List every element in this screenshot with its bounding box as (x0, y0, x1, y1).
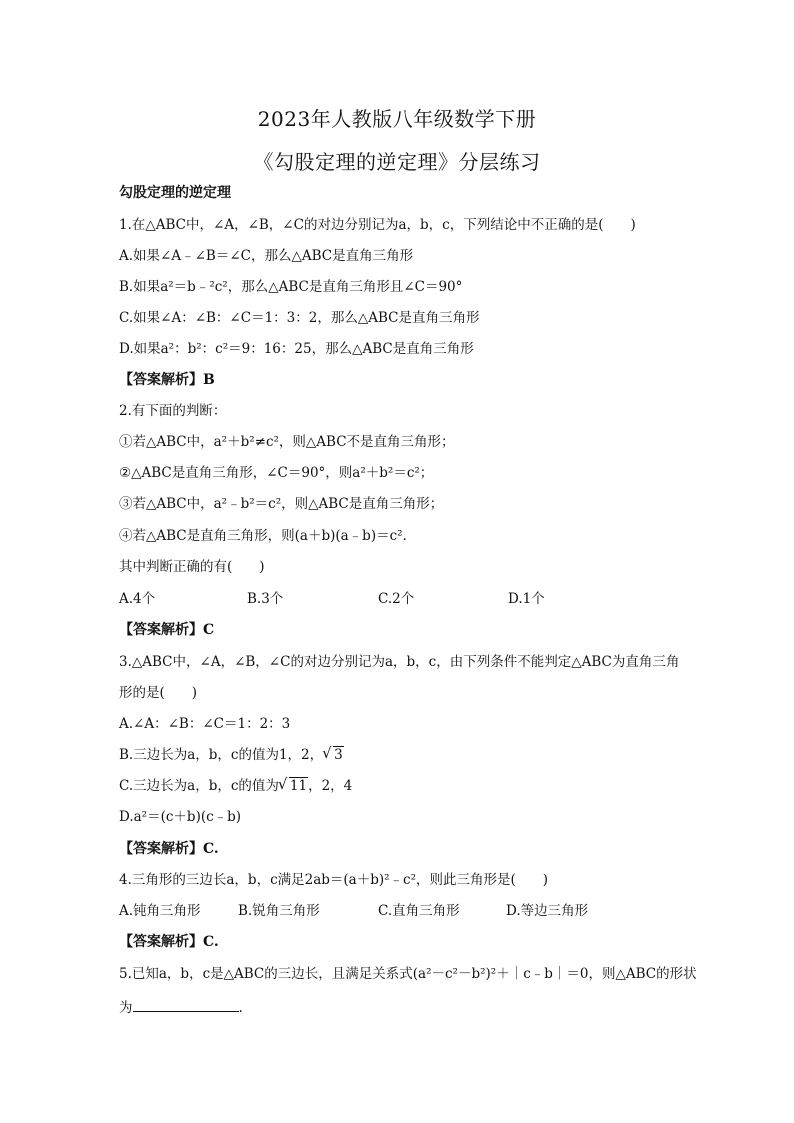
q3-option-c-tail: ，2，4 (308, 778, 353, 794)
q1-option-d: D.如果a²：b²：c²＝9：16：25，那么△ABC是直角三角形 (119, 341, 474, 357)
q4-stem: 4.三角形的三边长a，b，c满足2ab＝(a＋b)²﹣c²，则此三角形是( ) (119, 872, 549, 888)
q2-question: 其中判断正确的有( ) (119, 559, 265, 575)
q2-statement-4: ④若△ABC是直角三角形，则(a＋b)(a﹣b)＝c². (119, 528, 407, 544)
q3-answer: 【答案解析】C. (119, 841, 219, 857)
q5-stem-prefix: 为 (119, 1000, 133, 1016)
q2-option-d: D.1个 (508, 591, 545, 607)
q4-option-a: A.钝角三角形 (119, 903, 201, 919)
q3-option-a: A.∠A：∠B：∠C＝1：2：3 (119, 716, 291, 732)
q3-option-b (119, 746, 344, 764)
q3-option-c (119, 777, 352, 795)
q3-option-b-radicand: 3 (334, 747, 343, 763)
document-title: 2023年人教版八年级数学下册 (257, 107, 537, 131)
q3-option-c-text: C.三边长为a，b，c的值为 (119, 778, 279, 794)
q5-stem-line2 (119, 997, 243, 1017)
q2-answer: 【答案解析】C (119, 622, 215, 638)
q1-stem: 1.在△ABC中，∠A，∠B，∠C的对边分别记为a，b，c，下列结论中不正确的是( ) (119, 217, 636, 233)
answer-blank (133, 997, 239, 1012)
q5-stem-suffix: . (238, 1000, 243, 1016)
q4-option-d: D.等边三角形 (506, 903, 589, 919)
q5-stem-line1: 5.已知a，b，c是△ABC的三边长，且满足关系式(a²－c²－b²)²＋｜c﹣b｜＝0，则△ABC的形状 (119, 966, 697, 982)
q2-stem: 2.有下面的判断： (119, 403, 227, 419)
q2-statement-3: ③若△ABC中，a²﹣b²＝c²，则△ABC是直角三角形； (119, 496, 444, 512)
q3-option-c-radicand: 11 (289, 778, 308, 794)
q4-option-c: C.直角三角形 (378, 903, 460, 919)
q4-option-b: B.锐角三角形 (238, 903, 320, 919)
q2-option-a: A.4个 (119, 591, 156, 607)
q2-statement-1: ①若△ABC中，a²＋b²≠c²，则△ABC不是直角三角形； (119, 434, 455, 450)
sqrt-symbol (279, 777, 308, 795)
q2-option-b: B.3个 (247, 591, 284, 607)
document-subtitle: 《勾股定理的逆定理》分层练习 (253, 150, 541, 174)
q4-answer: 【答案解析】C. (119, 934, 219, 950)
q1-option-a: A.如果∠A﹣∠B＝∠C，那么△ABC是直角三角形 (119, 248, 414, 264)
sqrt-symbol (323, 746, 344, 764)
q3-stem-line1: 3.△ABC中，∠A，∠B，∠C的对边分别记为a，b，c，由下列条件不能判定△ABC为直角三角 (119, 654, 680, 670)
section-heading: 勾股定理的逆定理 (119, 185, 231, 201)
q3-stem-line2: 形的是( ) (119, 685, 198, 701)
q3-option-b-text: B.三边长为a，b，c的值为1，2， (119, 747, 324, 763)
q2-statement-2: ②△ABC是直角三角形，∠C＝90°，则a²＋b²＝c²； (119, 465, 434, 481)
q1-answer: 【答案解析】B (119, 372, 215, 388)
q2-option-c: C.2个 (378, 591, 415, 607)
q3-option-d: D.a²＝(c＋b)(c﹣b) (119, 809, 242, 825)
q1-option-c: C.如果∠A：∠B：∠C＝1：3：2，那么△ABC是直角三角形 (119, 310, 480, 326)
q1-option-b: B.如果a²＝b﹣²c²，那么△ABC是直角三角形且∠C＝90° (119, 279, 463, 295)
